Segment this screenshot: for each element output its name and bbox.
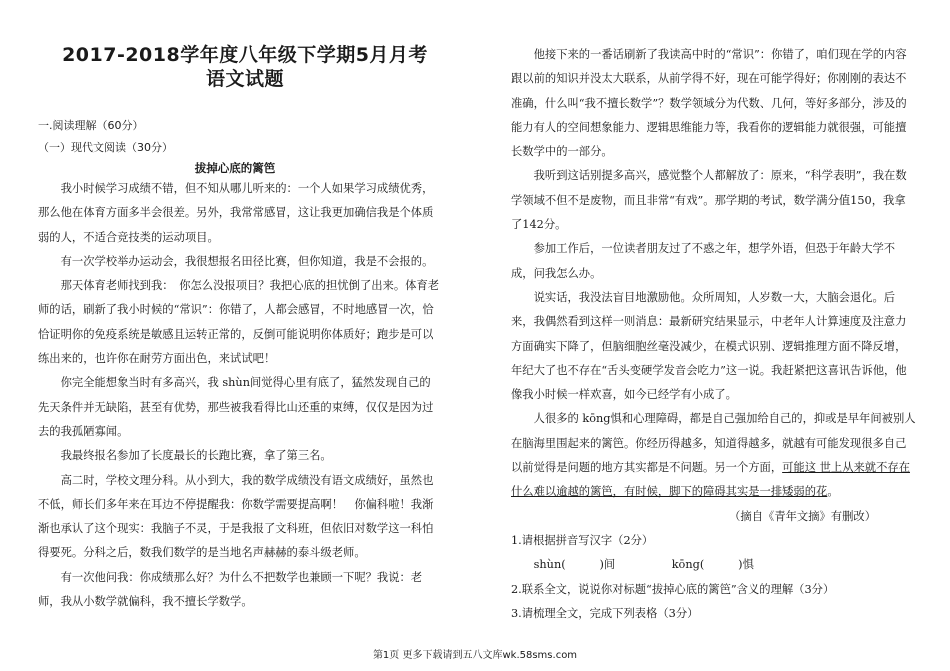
right-column (511, 43, 916, 626)
paragraph: 我小时候学习成绩不错，但不知从哪儿听来的：一个人如果学习成绩优秀，那么他在体育方面多半会很差。另外，我常常感冒，这让我更加确信我是个体质弱的人，不适合竞技类的运动项目。 (38, 182, 434, 244)
source-note: （摘自《青年文摘》有删改） (729, 509, 876, 523)
paragraph-end: 。 (827, 485, 839, 499)
paragraph: 有一次学校举办运动会，我很想报名田径比赛，但你知道，我是不会报的。 (60, 254, 434, 268)
question-1-blanks: shùn( )间 kōng( )惧 (533, 558, 754, 572)
paragraph: 我最终报名参加了长度最长的长跑比赛，拿了第三名。 (60, 449, 332, 463)
page-footer: 第1页 更多下载请到五八文库wk.58sms.com (372, 650, 578, 661)
question-2: 2.联系全文，说说你对标题“拔掉心底的篱笆”含义的理解（3分） (511, 582, 835, 596)
exam-title: 2017-2018学年度八年级下学期5月月考 (62, 44, 428, 66)
paragraph: 有一次他问我：你成绩那么好？为什么不把数学也兼顾一下呢？我说：老师，我从小数学就偏科，我不擅长学数学。 (38, 570, 423, 609)
question-1: 1.请根据拼音写汉字（2分） (511, 533, 654, 547)
exam-subject-title: 语文试题 (205, 68, 284, 90)
paragraph: 我听到这话别提多高兴，感觉整个人都解放了：原来，“科学表明”，我在数学领域不但不是废物，而且非常“有戏”。那学期的考试，数学满分值150，我拿了142分。 (511, 169, 907, 232)
paragraph: 高二时，学校文理分科。从小到大，我的数学成绩没有语文成绩好，虽然也不低，师长们多年来在耳边不停提醒我：你数学需要提高啊！ 你偏科啦！我渐渐也承认了这个现实：我脑子不灵，于是我报了文科班，但依旧对数学这一科怕得要死。分科之后，数我们数学的是当地名声赫赫的泰斗级老师。 (38, 473, 434, 560)
paragraph-text: 人很多的 kōng惧和心理障碍，都是自己强加给自己的，抑或是早年间被别人在脑海里围起来的篱笆。你经历得越多，知道得越多，就越有可能发现很多自己以前觉得是问题的地方其实都是不问题。另一个方面， (511, 412, 916, 475)
paragraph: 他接下来的一番话刷新了我读高中时的“常识”：你错了，咱们现在学的内容跟以前的知识并没太大联系，从前学得不好，现在可能学得好；你刚刚的表达不准确，什么叫“我不擅长数学”？数学领域分为代数、几何，等好多部分，涉及的能力有人的空间想象能力、逻辑思维能力等，我看你的逻辑能力就很强，可能擅长数学中的一部分。 (511, 48, 907, 159)
paragraph: 参加工作后，一位读者朋友过了不惑之年，想学外语，但恐于年龄大学不成，问我怎么办。 (511, 242, 896, 280)
paragraph: 那天体育老师找到我： 你怎么没报项目？我把心底的担忧倒了出来。体育老师的话，刷新了我小时候的“常识”：你错了，人都会感冒，不时地感冒一次，恰恰证明你的免疫系统是敏感且运转正常的，反倒可能说明你体质好；跑步是可以练出来的，也许你在耐劳方面出色，来试试吧！ (38, 279, 440, 366)
paragraph (511, 407, 916, 504)
paragraph: 说实话，我没法盲目地激励他。众所周知，人岁数一大，大脑会退化。后来，我偶然看到这样一则消息：最新研究结果显示，中老年人计算速度及注意力方面确实下降了，但脑细胞丝毫没减少，在模式识别、逻辑推理方面不降反增，年纪大了也不存在“舌头变硬学发音会吃力”这一说。我赶紧把这喜讯告诉他，他像我小时候一样欢喜，如今已经学有小成了。 (511, 290, 907, 402)
underlined-sentence: 可能这 世上从来就不存在什么难以逾越的篱笆，有时候，脚下的障碍其实是一排矮弱的花 (511, 461, 910, 499)
passage-title: 拔掉心底的篱笆 (194, 161, 276, 175)
question-3: 3.请梳理全文，完成下列表格（3分） (511, 606, 699, 620)
left-column (38, 177, 440, 614)
paragraph: 你完全能想象当时有多高兴，我 shùn间觉得心里有底了，猛然发现自己的先天条件并无缺陷，甚至有优势，那些被我看得比山还重的束缚，仅仅是因为过去的我孤陋寡闻。 (38, 376, 434, 438)
subsection-heading: （一）现代文阅读（30分） (38, 141, 173, 154)
section-heading: 一.阅读理解（60分） (38, 119, 144, 132)
